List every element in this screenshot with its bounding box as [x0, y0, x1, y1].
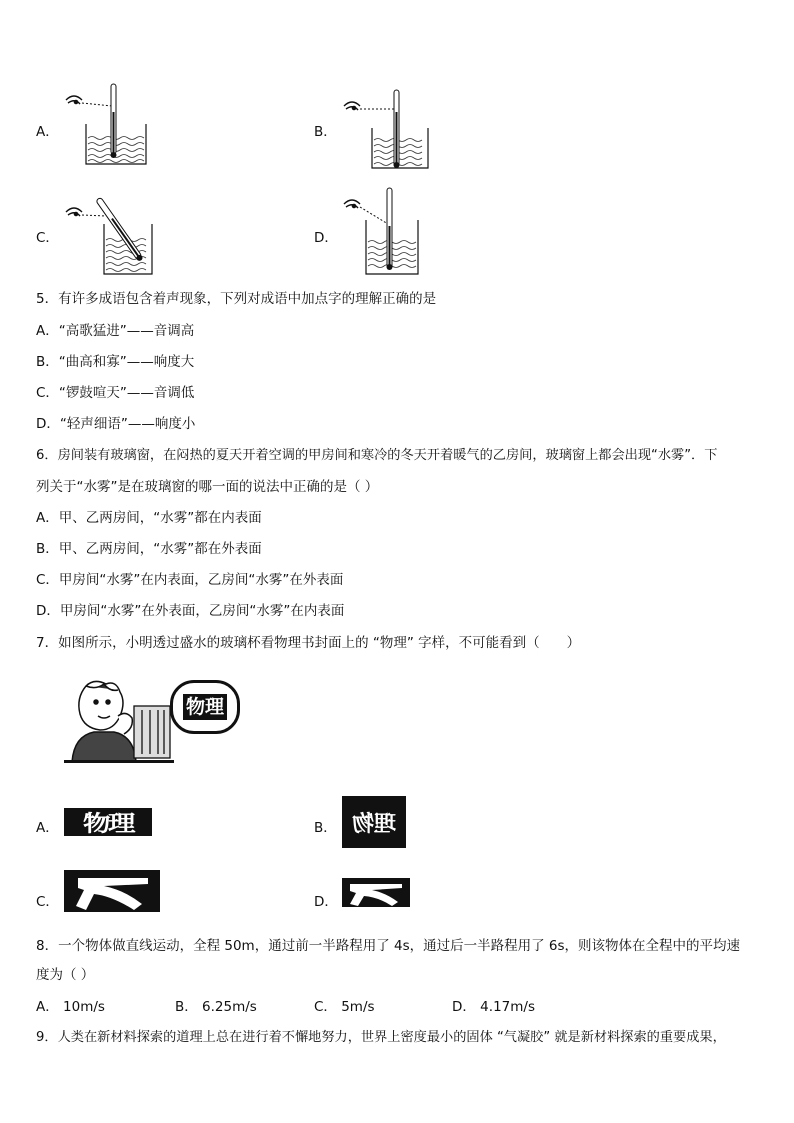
q7-option-a-image: 物理	[64, 808, 152, 836]
q8-option-b[interactable]: B． 6.25m/s	[175, 999, 257, 1015]
q4-option-d-label: D．	[314, 230, 338, 246]
q7-option-a-label[interactable]: A．	[36, 820, 59, 836]
q8-stem-line1: 8．一个物体做直线运动，全程 50m，通过前一半路程用了 4s，通过后一半路程用了 6s，则该物体在全程中的平均速	[36, 938, 741, 954]
eye-icon	[344, 102, 360, 110]
q5-option-b[interactable]: B．“曲高和寡”——响度大	[36, 354, 195, 370]
q7-figure-text: 物理	[183, 694, 227, 720]
q6-option-b[interactable]: B．甲、乙两房间，“水雾”都在外表面	[36, 541, 262, 557]
q6-stem-line1: 6．房间装有玻璃窗，在闷热的夏天开着空调的甲房间和寒冷的冬天开着暖气的乙房间，玻璃窗上都会出现“水雾”．下	[36, 448, 718, 463]
q6-option-d[interactable]: D．甲房间“水雾”在外表面，乙房间“水雾”在内表面	[36, 603, 345, 619]
q7-stem: 7．如图所示，小明透过盛水的玻璃杯看物理书封面上的 “物理” 字样，不可能看到（ ）	[36, 635, 581, 651]
q7-figure-boy-reading	[64, 676, 244, 766]
q7-option-c-image	[64, 870, 160, 916]
q4-option-d-figure	[340, 186, 440, 276]
q7-option-d-image	[342, 878, 410, 910]
q4-option-c-figure	[62, 190, 162, 276]
q8-stem-line2: 度为（ ）	[36, 967, 95, 983]
q4-option-b-figure	[340, 88, 440, 170]
q4-option-b-label: B．	[314, 124, 337, 140]
q4-option-a-figure	[62, 82, 172, 167]
q8-option-d[interactable]: D． 4.17m/s	[452, 999, 535, 1015]
eye-icon	[344, 200, 360, 208]
eye-icon	[66, 208, 82, 216]
q8-option-a[interactable]: A． 10m/s	[36, 999, 105, 1015]
glass-icon	[134, 706, 170, 758]
q7-option-b-image: 理物	[342, 796, 406, 848]
q4-option-a-label: A．	[36, 124, 59, 140]
q5-option-d[interactable]: D．“轻声细语”——响度小	[36, 416, 196, 432]
boy-icon	[72, 681, 136, 762]
q6-stem-line2: 列关于“水雾”是在玻璃窗的哪一面的说法中正确的是（ ）	[36, 479, 379, 495]
q5-option-c[interactable]: C．“锣鼓喧天”——音调低	[36, 385, 195, 401]
q7-option-b-label[interactable]: B．	[314, 820, 337, 836]
q5-option-a[interactable]: A．“高歌猛进”——音调高	[36, 323, 195, 339]
eye-icon	[66, 96, 82, 104]
q6-option-a[interactable]: A．甲、乙两房间，“水雾”都在内表面	[36, 510, 262, 526]
q7-option-c-label[interactable]: C．	[36, 894, 59, 910]
q5-stem: 5．有许多成语包含着声现象，下列对成语中加点字的理解正确的是	[36, 291, 437, 307]
q8-option-c[interactable]: C． 5m/s	[314, 999, 375, 1015]
q4-option-c-label: C．	[36, 230, 59, 246]
q6-option-c[interactable]: C．甲房间“水雾”在内表面，乙房间“水雾”在外表面	[36, 572, 344, 588]
q7-book-cover-sign	[170, 680, 240, 734]
q7-option-d-label[interactable]: D．	[314, 894, 338, 910]
q9-stem-line1: 9．人类在新材料探索的道理上总在进行着不懈地努力，世界上密度最小的固体 “气凝胶” 就是新材料探索的重要成果，	[36, 1030, 726, 1045]
